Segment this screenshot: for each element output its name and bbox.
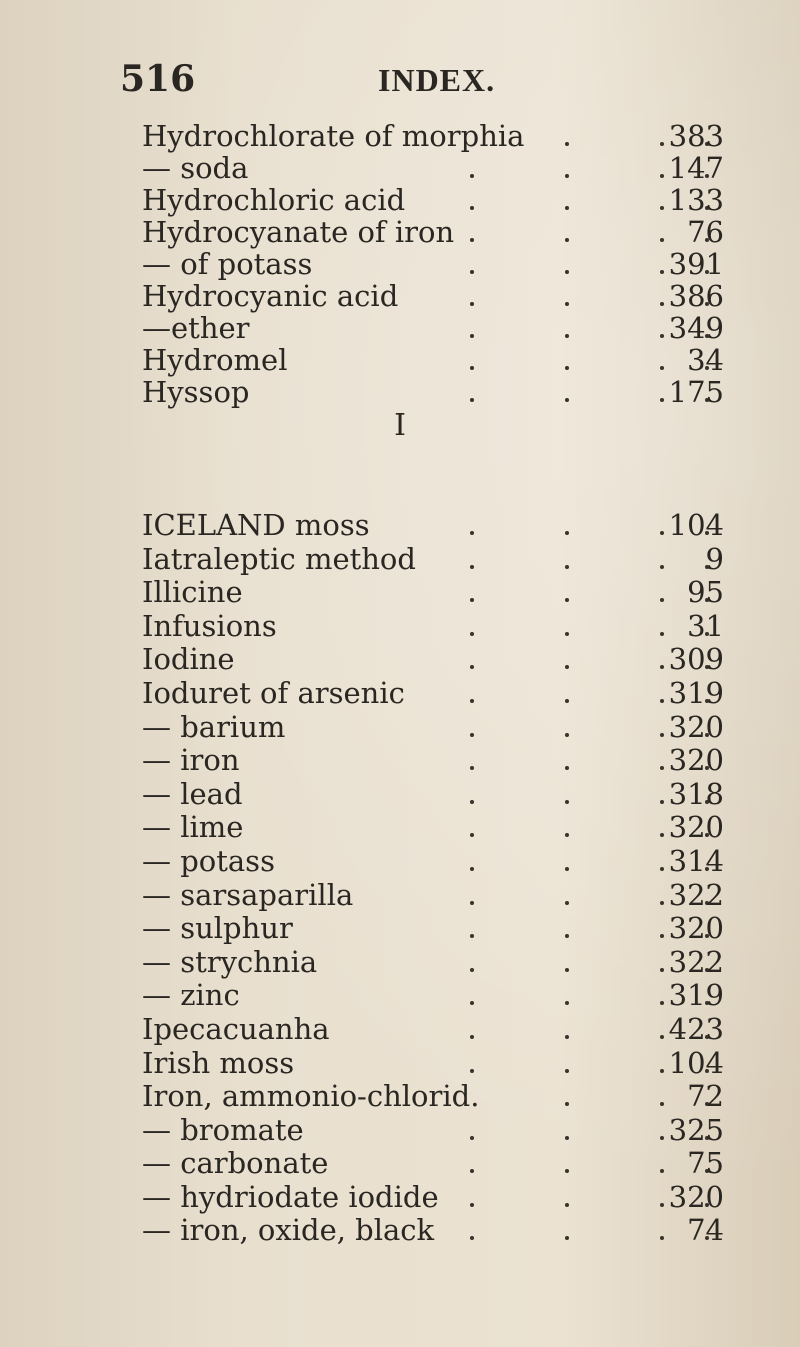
index-page-ref: 322 (668, 877, 724, 912)
leader-dot (470, 565, 474, 569)
leader-dot (660, 565, 664, 569)
index-entry (0, 879, 800, 913)
leader-dot (565, 934, 569, 938)
index-page-ref: 75 (687, 1146, 724, 1181)
index-page-ref: 314 (668, 843, 724, 878)
index-entry (0, 152, 800, 184)
index-entry (0, 216, 800, 248)
leader-dot (565, 699, 569, 703)
leader-dot (660, 800, 664, 804)
page-header (0, 58, 800, 108)
index-term: — hydriodate iodide (142, 1179, 439, 1214)
index-page-ref: 9 (705, 541, 724, 576)
leader-dot (660, 1035, 664, 1039)
index-term: Infusions (142, 608, 277, 643)
index-page-ref: 76 (687, 215, 724, 249)
leader-dot (565, 302, 569, 306)
index-term: — iron (142, 743, 240, 778)
leader-dot (470, 302, 474, 306)
page-number: 516 (120, 58, 196, 100)
leader-dot (470, 366, 474, 370)
leader-dot (470, 1069, 474, 1073)
index-page-ref: 319 (668, 675, 724, 710)
index-entry (0, 1114, 800, 1148)
leader-dot (660, 598, 664, 602)
leader-dot (660, 901, 664, 905)
index-entry (0, 744, 800, 778)
index-term: — lime (142, 810, 244, 845)
index-entry (0, 344, 800, 376)
index-term: —ether (142, 311, 250, 345)
leader-dot (565, 270, 569, 274)
index-page-ref: 72 (687, 1079, 724, 1114)
leader-dot (660, 270, 664, 274)
leader-dot (470, 206, 474, 210)
leader-dot (565, 398, 569, 402)
index-page-ref: 104 (668, 1045, 724, 1080)
leader-dot (660, 398, 664, 402)
index-page-ref: 309 (668, 642, 724, 677)
index-entry (0, 1214, 800, 1248)
leader-dot (470, 174, 474, 178)
index-page-ref: 320 (668, 1179, 724, 1214)
index-entry (0, 1080, 800, 1114)
leader-dot (660, 366, 664, 370)
running-head: INDEX. (378, 62, 496, 98)
index-page-ref: 319 (668, 978, 724, 1013)
leader-dot (565, 1069, 569, 1073)
index-term: Hydrocyanic acid (142, 279, 399, 313)
leader-dot (470, 238, 474, 242)
leader-dot (565, 867, 569, 871)
index-term: — bromate (142, 1112, 304, 1147)
index-entry (0, 576, 800, 610)
leader-dot (660, 766, 664, 770)
leader-dot (660, 174, 664, 178)
index-section-h (0, 120, 800, 408)
index-page-ref: 74 (687, 1213, 724, 1248)
index-term: Iodine (142, 642, 235, 677)
index-entry (0, 677, 800, 711)
index-page-ref: 133 (668, 183, 724, 217)
index-term: — soda (142, 151, 249, 185)
leader-dot (660, 206, 664, 210)
index-term: — of potass (142, 247, 313, 281)
index-entry (0, 312, 800, 344)
index-term: Hydrocyanate of iron (142, 215, 455, 249)
leader-dot (660, 334, 664, 338)
leader-dot (565, 1203, 569, 1207)
index-term: Ioduret of arsenic (142, 675, 405, 710)
index-page-ref: 349 (668, 311, 724, 345)
index-entry (0, 979, 800, 1013)
index-page-ref: 175 (668, 375, 724, 409)
index-term: — zinc (142, 978, 240, 1013)
index-entry (0, 946, 800, 980)
leader-dot (565, 1136, 569, 1140)
leader-dot (660, 1203, 664, 1207)
leader-dot (660, 934, 664, 938)
index-page-ref: 31 (687, 608, 724, 643)
index-page-ref: 34 (687, 343, 724, 377)
leader-dot (660, 238, 664, 242)
index-term: — sulphur (142, 911, 293, 946)
leader-dot (660, 1236, 664, 1240)
leader-dot (470, 270, 474, 274)
index-entry (0, 1047, 800, 1081)
index-page-ref: 383 (668, 119, 724, 153)
leader-dot (660, 733, 664, 737)
index-term: — barium (142, 709, 286, 744)
leader-dot (470, 665, 474, 669)
leader-dot (470, 1169, 474, 1173)
index-term: Hydromel (142, 343, 288, 377)
leader-dot (565, 665, 569, 669)
index-page-ref: 322 (668, 944, 724, 979)
leader-dot (660, 1102, 664, 1106)
letter-heading: I (394, 408, 406, 443)
index-term: Hydrochlorate of morphia (142, 119, 525, 153)
leader-dot (470, 398, 474, 402)
index-term: Iron, ammonio-chlorid. (142, 1079, 480, 1114)
index-page-ref: 320 (668, 911, 724, 946)
leader-dot (660, 1069, 664, 1073)
index-term: — strychnia (142, 944, 318, 979)
leader-dot (565, 1169, 569, 1173)
leader-dot (565, 800, 569, 804)
leader-dot (470, 800, 474, 804)
index-term: Irish moss (142, 1045, 295, 1080)
leader-dot (660, 531, 664, 535)
leader-dot (470, 1001, 474, 1005)
leader-dot (660, 867, 664, 871)
leader-dot (565, 632, 569, 636)
index-term: Hyssop (142, 375, 250, 409)
leader-dot (470, 901, 474, 905)
index-entry (0, 1147, 800, 1181)
leader-dot (660, 833, 664, 837)
leader-dots (0, 1147, 800, 1180)
index-term: Iatraleptic method (142, 541, 416, 576)
index-entry (0, 912, 800, 946)
index-entry (0, 1181, 800, 1215)
index-page-ref: 95 (687, 575, 724, 610)
index-term: — sarsaparilla (142, 877, 354, 912)
leader-dot (470, 699, 474, 703)
leader-dot (565, 334, 569, 338)
leader-dot (470, 968, 474, 972)
index-page-ref: 386 (668, 279, 724, 313)
leader-dot (470, 598, 474, 602)
leader-dots (0, 576, 800, 609)
leader-dot (470, 1203, 474, 1207)
leader-dot (470, 1136, 474, 1140)
leader-dot (565, 598, 569, 602)
leader-dot (565, 1035, 569, 1039)
index-entry (0, 543, 800, 577)
index-term: — potass (142, 843, 275, 878)
leader-dot (470, 632, 474, 636)
index-page-ref: 318 (668, 776, 724, 811)
leader-dot (565, 833, 569, 837)
index-page-ref: 320 (668, 810, 724, 845)
index-page-ref: 320 (668, 743, 724, 778)
leader-dot (660, 302, 664, 306)
leader-dot (565, 733, 569, 737)
index-entry (0, 120, 800, 152)
index-entry (0, 509, 800, 543)
leader-dot (470, 867, 474, 871)
index-term: Ipecacuanha (142, 1011, 330, 1046)
leader-dot (470, 1035, 474, 1039)
leader-dot (565, 968, 569, 972)
leader-dot (470, 1236, 474, 1240)
leader-dot (565, 206, 569, 210)
index-entry (0, 811, 800, 845)
index-section-i (0, 509, 800, 1248)
index-page-ref: 320 (668, 709, 724, 744)
leader-dot (660, 665, 664, 669)
index-page-ref: 104 (668, 508, 724, 542)
leader-dots (0, 344, 800, 377)
leader-dot (660, 1136, 664, 1140)
leader-dot (470, 766, 474, 770)
index-term: — lead (142, 776, 243, 811)
index-entry (0, 711, 800, 745)
leader-dot (470, 531, 474, 535)
index-page-ref: 391 (668, 247, 724, 281)
leader-dots (0, 610, 800, 643)
leader-dot (565, 1236, 569, 1240)
leader-dot (565, 766, 569, 770)
index-term: ICELAND moss (142, 508, 370, 542)
index-entry (0, 643, 800, 677)
leader-dot (565, 901, 569, 905)
index-term: — iron, oxide, black (142, 1213, 435, 1248)
index-page-ref: 423 (668, 1011, 724, 1046)
index-term: Hydrochloric acid (142, 183, 406, 217)
leader-dot (565, 366, 569, 370)
index-entry (0, 610, 800, 644)
leader-dot (470, 833, 474, 837)
leader-dot (565, 1001, 569, 1005)
leader-dot (565, 238, 569, 242)
index-term: — carbonate (142, 1146, 329, 1181)
leader-dot (565, 531, 569, 535)
index-page-ref: 147 (668, 151, 724, 185)
index-entry (0, 778, 800, 812)
leader-dot (660, 632, 664, 636)
leader-dot (660, 1001, 664, 1005)
leader-dot (660, 142, 664, 146)
index-entry (0, 280, 800, 312)
leader-dot (660, 1169, 664, 1173)
leader-dot (565, 142, 569, 146)
index-entry (0, 184, 800, 216)
index-page-ref: 325 (668, 1112, 724, 1147)
leader-dot (565, 565, 569, 569)
index-entry (0, 1013, 800, 1047)
leader-dot (470, 334, 474, 338)
index-entry (0, 248, 800, 280)
leader-dot (565, 1102, 569, 1106)
leader-dot (470, 934, 474, 938)
leader-dot (660, 699, 664, 703)
index-entry (0, 845, 800, 879)
leader-dot (470, 733, 474, 737)
index-term: Illicine (142, 575, 243, 610)
leader-dot (565, 174, 569, 178)
index-entry (0, 376, 800, 408)
leader-dot (660, 968, 664, 972)
